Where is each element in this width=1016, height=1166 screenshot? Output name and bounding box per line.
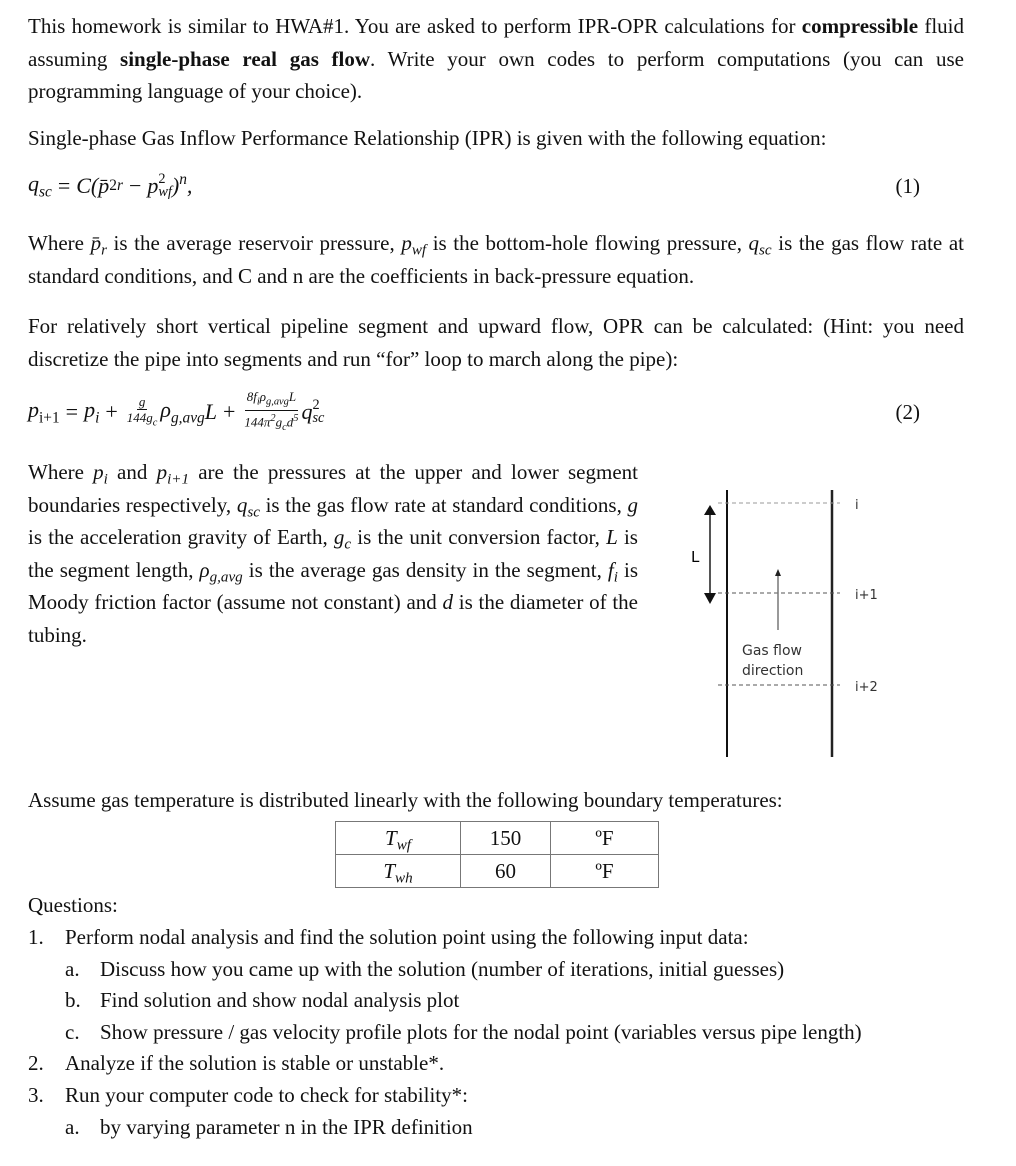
equation-number-1: (1) xyxy=(895,173,920,198)
text-run: is Moody friction factor (assume not constant) and xyxy=(28,557,638,614)
eq2-q: q xyxy=(301,399,313,424)
table-row xyxy=(336,855,659,888)
text-run: is the unit conversion factor, xyxy=(351,525,607,549)
text-run: Single-phase Gas Inflow Performance Relationship (IPR) is given with the following equation: xyxy=(28,126,827,150)
opr-where xyxy=(28,456,638,651)
eq1-p: p xyxy=(147,173,159,198)
eq2-fraction-2: $\frac{8f_i\rho_{g,avg}L}{144\pi^2g_cd^5}$ xyxy=(244,389,299,433)
math-symbol: $\rho_{g,avg}$ xyxy=(199,557,243,586)
eq2-p2: $p_i$ xyxy=(84,396,100,427)
node-label-i1: i+1 xyxy=(855,588,878,603)
temp-unit: ºF xyxy=(551,855,659,888)
math-symbol: $q_{sc}$ xyxy=(748,231,772,259)
flow-arrow-head xyxy=(775,569,781,576)
question-number: 1. xyxy=(28,925,44,949)
flow-label-line2: direction xyxy=(742,663,804,679)
boundary-temperature-table xyxy=(335,821,659,888)
math-symbol: d xyxy=(442,590,454,614)
math-symbol: $g_c$ xyxy=(333,525,352,553)
eq1-p-scripts: 2 wf xyxy=(158,171,172,200)
text-run: is the segment length, xyxy=(28,525,638,582)
text-run: are the pressures at the upper and lower segment boundaries respectively, xyxy=(28,460,638,517)
opr-intro xyxy=(28,310,964,375)
equation-2 xyxy=(28,389,964,433)
eq1-comma: , xyxy=(186,173,193,198)
eq2-L: L xyxy=(204,399,217,424)
temp-value: 150 xyxy=(461,822,551,855)
eq2-rho: $\rho_{g,avg}$ xyxy=(160,396,205,427)
text-run: is the acceleration gravity of Earth, xyxy=(28,525,334,549)
length-label: L xyxy=(691,548,700,566)
math-symbol: $f_i$ xyxy=(607,557,618,586)
text-run: . Write your own codes to perform computations (you can use programming language of your choice). xyxy=(28,46,964,103)
text-run: is the gas flow rate at standard conditions, and C and n are the coefficients in back-pressure equation. xyxy=(28,231,964,288)
question-text: Find solution and show nodal analysis plot xyxy=(100,988,460,1013)
question-number: c. xyxy=(65,1019,80,1044)
question-text: Run your computer code to check for stability*: xyxy=(65,1083,468,1107)
eq1-minus: − xyxy=(128,173,142,198)
eq1-sq: 2 xyxy=(109,177,117,194)
text-run: is the gas flow rate at standard conditions, xyxy=(259,492,628,517)
text-run: fluid assuming xyxy=(28,14,964,71)
text-run: is the average gas density in the segment, xyxy=(242,557,608,582)
eq1-pbar: p̄ xyxy=(98,173,110,198)
eq2-fraction-1: $\frac{g}{144g_c}$ xyxy=(126,393,158,429)
eq1-n: n xyxy=(179,170,187,188)
question-text: by varying parameter n in the IPR definition xyxy=(100,1114,473,1139)
text-run: Where xyxy=(28,231,91,255)
question-number: b. xyxy=(65,988,81,1013)
text-run: is the average reservoir pressure, xyxy=(106,231,402,255)
intro-paragraph xyxy=(28,10,964,108)
question-number: a. xyxy=(65,1114,80,1139)
question-text: Perform nodal analysis and find the solution point using the following input data: xyxy=(65,925,749,949)
question-text: Show pressure / gas velocity profile plots for the nodal point (variables versus pipe length) xyxy=(100,1019,862,1044)
equation-number-2: (2) xyxy=(895,399,920,424)
math-symbol: g xyxy=(627,492,638,517)
eq2-plus: + xyxy=(105,399,118,424)
question-number: a. xyxy=(65,956,80,981)
temp-unit: ºF xyxy=(551,822,659,855)
math-symbol: $q_{sc}$ xyxy=(236,492,260,521)
eq1-c: C( xyxy=(76,173,99,198)
math-symbol: $p_i$ xyxy=(93,460,108,488)
bold-text: compressible xyxy=(801,14,919,38)
eq1-r: r xyxy=(116,177,123,194)
text-run: is the diameter of the tubing. xyxy=(28,590,638,647)
eq2-plus-2: + xyxy=(222,399,236,424)
question-text: Analyze if the solution is stable or unstable*. xyxy=(65,1051,445,1076)
bold-text: single-phase real gas flow xyxy=(120,46,371,71)
eq1-lhs: $q_{sc}$ xyxy=(28,170,52,201)
text-run: Assume gas temperature is distributed linearly with the following boundary temperatures: xyxy=(28,788,783,812)
text-run: is the bottom-hole flowing pressure, xyxy=(426,231,749,255)
text-run: and xyxy=(107,460,157,484)
math-symbol: $p̄_r$ xyxy=(90,231,107,259)
ipr-intro xyxy=(28,122,964,155)
table-row xyxy=(336,822,659,855)
text-run: This homework is similar to HWA#1. You are asked to perform IPR-OPR calculations for xyxy=(28,14,802,38)
text-run: For relatively short vertical pipeline segment and upward flow, OPR can be calculated: (Hint: you need discretize the pipe into segments and run “for” loop to march along the pipe): xyxy=(28,314,964,371)
question-text: Discuss how you came up with the solution (number of iterations, initial guesses) xyxy=(100,956,785,981)
length-arrow-up-head xyxy=(704,505,716,515)
node-label-i2: i+2 xyxy=(855,680,878,695)
equation-1 xyxy=(28,166,964,206)
text-run: Where xyxy=(28,460,94,484)
temperature-intro xyxy=(28,784,964,817)
eq2-p1: $p_{i+1}$ xyxy=(28,396,60,427)
temp-value: 60 xyxy=(461,855,551,888)
length-arrow-down-head xyxy=(704,593,716,604)
eq2-equals: = xyxy=(65,399,79,424)
question-number: 3. xyxy=(28,1083,44,1107)
math-symbol: $p_{i+1}$ xyxy=(156,460,190,488)
math-symbol: L xyxy=(606,525,618,549)
node-label-i: i xyxy=(855,498,859,513)
ipr-where xyxy=(28,227,964,292)
flow-label-line1: Gas flow xyxy=(742,643,803,659)
questions-heading: Questions: xyxy=(28,893,118,917)
eq1-equals: = xyxy=(57,173,71,198)
question-number: 2. xyxy=(28,1051,44,1076)
pipe-segment-diagram xyxy=(660,470,920,770)
eq2-q-scripts: 2 sc xyxy=(312,397,325,426)
math-symbol: $p_{wf}$ xyxy=(401,231,427,259)
temp-symbol: $T_{wh}$ xyxy=(336,855,461,888)
eq1-close: ) xyxy=(171,173,180,198)
temp-symbol: $T_{wf}$ xyxy=(336,822,461,855)
